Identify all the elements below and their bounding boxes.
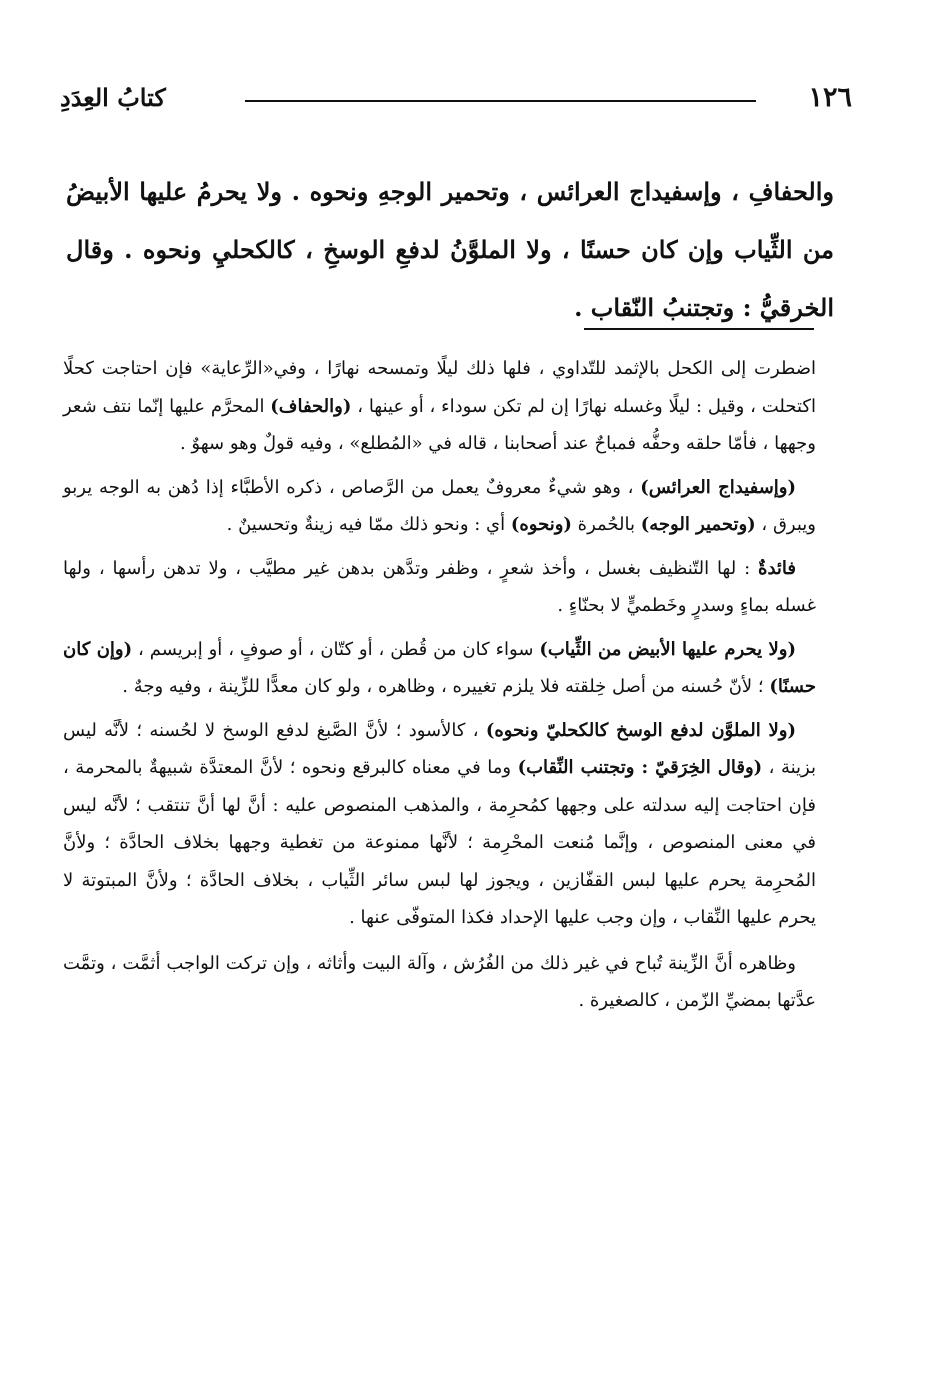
footnote-separator <box>584 328 814 330</box>
main-text: والحفافِ ، وإسفيداج العرائس ، وتحمير الوجهِ ونحوه . ولا يحرمُ عليها الأبيضُ من الثِّياب وإن كان حسنًا ، ولا الملوَّنُ لدفعِ الوسخِ ، كالكحليِ ونحوه . وقال الخرقيُّ : وتجتنبُ النّقاب . <box>66 177 834 322</box>
commentary-paragraph-3 <box>63 550 816 625</box>
commentary-text: : لها التّنظيف بغسل ، وأخذ شعرٍ ، وظفر وتدَّهن بدهن غير مطيَّب ، ولا تدهن رأسها ، ولها غسله بماءٍ وسدرٍ وخَطميٍّ لا بحنّاءٍ . <box>63 557 816 616</box>
commentary-text: المحرَّم عليها إنّما نتف شعر وجهها ، فأمّا حلقه وحفُّه فمباحٌ عند أصحابنا ، قاله في «المُطلع» ، وفيه قولٌ وهو سهوٌ . <box>63 395 816 454</box>
commentary-paragraph-5 <box>63 712 816 937</box>
commentary-text: ؛ لأنّ حُسنه من أصل خِلقته فلا يلزم تغييره ، وظاهره ، ولو كان معدًّا للزِّينة ، وفيه وجهٌ . <box>122 676 770 697</box>
commentary-keyword: (ونحوه) <box>510 514 572 535</box>
commentary-text: ، كالأسود ؛ لأنَّ الصَّبغ لدفع الوسخ لا لحُسنه ؛ لأنَّه ليس بزينة ، <box>63 719 816 778</box>
commentary-text: سواء كان من قُطن ، أو كتّان ، أو صوفٍ ، أو إبريسم ، <box>132 638 540 660</box>
commentary-text: ، وهو شيءٌ معروفٌ يعمل من الرَّصاص ، ذكره الأطبَّاء إذا دُهن به الوجه يربو ويبرق ، <box>63 476 816 535</box>
header-rule <box>245 100 756 102</box>
commentary-text: وما في معناه كالبرقع ونحوه ؛ لأنَّ المعتدَّة شبيهةٌ بالمحرمة ، فإن احتاجت إليه سدلته على وجهها كمُحرِمة ، والمذهب المنصوص عليه : أنَّ لها أنَّ تنتقب ؛ لأنَّه ليس في معنى المنصوص ، وإنَّما مُنعت المحْرِمة ؛ لأنَّها ممنوعة من تغطية وجهها بخلاف الحادَّة ؛ ولأنَّ المُحرِمة يحرم عليها لبس القفّازين ، ويجوز لها لبس سائر الثِّياب ، بخلاف الحادَّة ؛ ولأنَّ المبتوتة لا يحرم عليها النِّقاب ، وإن وجب عليها الإحداد فكذا المتوفّى عنها . <box>63 757 816 928</box>
commentary-paragraph-4 <box>63 631 816 706</box>
commentary-keyword: (وإسفيداج العرائس) <box>640 476 796 498</box>
commentary-keyword: (وإن كان حسنًا) <box>63 638 816 697</box>
commentary-keyword: فائدةٌ <box>758 557 796 579</box>
running-header <box>60 78 852 118</box>
page-number: ١٢٦ <box>808 82 852 113</box>
commentary-paragraph-2 <box>63 469 816 544</box>
commentary <box>63 350 816 1026</box>
running-title: كتابُ العِدَدِ <box>60 83 166 112</box>
commentary-keyword: (ولا الملوَّن لدفع الوسخ كالكحليّ ونحوه) <box>485 719 797 741</box>
commentary-text: بالحُمرة <box>571 514 641 535</box>
commentary-keyword: (وقال الخِرَقيّ : وتجتنب النِّقاب) <box>517 757 763 778</box>
commentary-keyword: (والحفاف) <box>270 395 352 417</box>
commentary-paragraph-6: وظاهره أنَّ الزِّينة تُباح في غير ذلك من الفُرُش ، وآلة البيت وأثاثه ، وإن تركت الواجب أثمَّت ، وتمَّت عدَّتها بمضيِّ الزّمن ، كالصغيرة . <box>63 952 816 1011</box>
commentary-keyword: (ولا يحرم عليها الأبيض من الثِّياب) <box>539 638 796 660</box>
commentary-text: أي : ونحو ذلك ممّا فيه زينةٌ وتحسينٌ . <box>226 514 511 535</box>
commentary-keyword: (وتحمير الوجه) <box>640 514 756 535</box>
commentary-paragraph-1 <box>63 350 816 463</box>
commentary-text: اضطرت إلى الكحل بالإثمد للتّداوي ، فلها ذلك ليلًا وتمسحه نهارًا ، وفي«الرِّعاية» فإن احتاجت كحلًا اكتحلت ، وقيل : ليلًا وغسله نهارًا إن لم تكن سوداء ، أو عينها ، <box>63 358 816 417</box>
